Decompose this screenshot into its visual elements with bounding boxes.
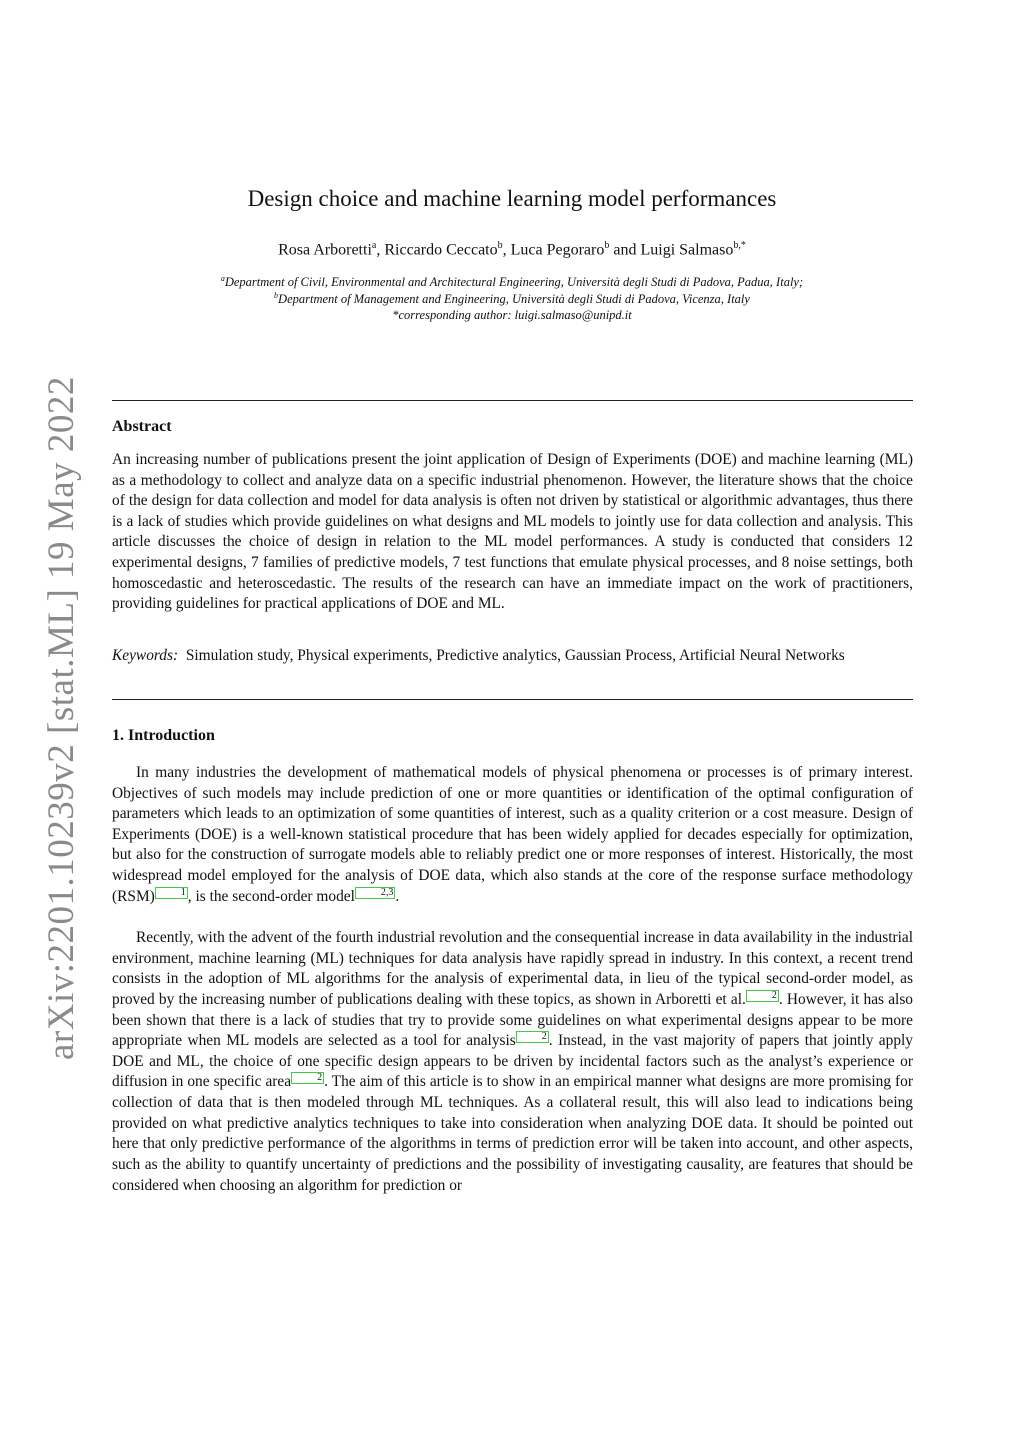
author-name: Rosa Arboretti bbox=[278, 241, 372, 259]
paragraph-text: In many industries the development of mathematical models of physical phenomena or processes is of primary interest. Objectives of such models may include prediction of one or more quantities or identification of the optimal configuration of parameters which leads to an optimization of some quantities of interest, such as a quality criterion or a cost measure. Design of Experiments (DOE) is a well-known statistical procedure that has been widely applied for decades especially for optimization, but also for the construction of surrogate models able to reliably predict one or more responses of interest. Historically, the most widespread model employed for the analysis of DOE data, which also stands at the core of the response surface methodology (RSM) bbox=[112, 764, 913, 905]
abstract-body: An increasing number of publications present the joint application of Design of Experiments (DOE) and machine learning (ML) as a methodology to collect and analyze data on a specific industrial phenomenon. However, the literature shows that the choice of the design for data collection and model for data analysis is often not driven by statistical or algorithmic advantages, thus there is a lack of studies which provide guidelines on what designs and ML models to jointly use for data collection and analysis. This article discusses the choice of design in relation to the ML model performances. A study is conducted that considers 12 experimental designs, 7 families of predictive models, 7 test functions that emulate physical processes, and 8 noise settings, both homoscedastic and heteroscedastic. The results of the research can have an immediate impact on the work of practitioners, providing guidelines for practical applications of DOE and ML. bbox=[112, 451, 913, 613]
introduction-paragraph-2 bbox=[112, 928, 913, 1196]
keywords-text: Simulation study, Physical experiments, Predictive analytics, Gaussian Process, Artificial Neural Networks bbox=[185, 647, 845, 664]
citation-link[interactable]: 2,3 bbox=[355, 887, 396, 899]
affiliation-text: Department of Management and Engineering, Università degli Studi di Padova, Vicenza, Italy bbox=[278, 292, 750, 307]
author-list: Rosa Arboretti$^a$, Riccardo Ceccato$^b$, Luca Pegoraro$^b$ and Luigi Salmaso$^{b,*}$ bbox=[278, 240, 746, 259]
paragraph-text: . Instead, in the vast majority of papers that jointly apply DOE and ML, the choice of one specific design appears to be driven by incidental factors such as the analyst’s experience or diffusion in one specific area bbox=[112, 1032, 913, 1091]
keywords-label: Keywords: bbox=[112, 647, 179, 664]
paragraph-text: Recently, with the advent of the fourth industrial revolution and the consequential increase in data availability in the industrial environment, machine learning (ML) techniques for data analysis have rapidly spread in industry. In this context, a recent trend consists in the adoption of ML algorithms for the analysis of experimental data, in lieu of the typical second-order model, as proved by the increasing number of publications dealing with these topics, as shown in Arboretti et al. bbox=[112, 929, 913, 1008]
affiliation-b bbox=[112, 291, 912, 307]
keywords bbox=[112, 646, 913, 667]
affiliation-a bbox=[112, 274, 912, 290]
author-name: Riccardo Ceccato bbox=[384, 241, 498, 259]
paragraph-text: . The aim of this article is to show in an empirical manner what designs are more promising for collection of data that is then modeled through ML techniques. As a collateral result, this will also lead to indications being provided on what predictive analytics techniques to take into consideration when analyzing DOE data. It should be pointed out here that only predictive performance of the algorithms in terms of prediction error will be taken into account, and other aspects, such as the ability to quantify uncertainty of predictions and the possibility of investigating causality, are features that should be considered when choosing an algorithm for prediction or bbox=[112, 1073, 913, 1194]
paragraph-text: , is the second-order model bbox=[187, 887, 355, 905]
paragraph-text: . However, it has also been shown that there is a lack of studies that try to provide some guidelines on what experimental designs appear to be more appropriate when ML models are selected as a tool for analysis bbox=[112, 990, 913, 1050]
author-affiliation-marker: b bbox=[604, 240, 610, 251]
paragraph-text: . bbox=[395, 887, 400, 905]
citation-link[interactable]: 1 bbox=[155, 887, 188, 899]
affiliation-marker: a bbox=[220, 274, 225, 283]
abstract-bottom-rule bbox=[112, 699, 913, 700]
arxiv-identifier: arXiv:2201.10239v2 [stat.ML] 19 May 2022 bbox=[41, 376, 82, 1060]
paper-title: Design choice and machine learning model performances bbox=[247, 186, 777, 211]
affiliation-text: Department of Civil, Environmental and Architectural Engineering, Università degli Studi di Padova, Padua, Italy; bbox=[224, 275, 804, 290]
author-name: Luca Pegoraro bbox=[510, 241, 605, 259]
citation-link[interactable]: 2 bbox=[516, 1031, 549, 1043]
introduction-paragraph-1 bbox=[112, 763, 913, 907]
author-conjunction: and bbox=[609, 241, 641, 259]
affiliation-marker: b bbox=[274, 291, 279, 300]
citation-link[interactable]: 2 bbox=[291, 1072, 324, 1084]
author-affiliation-marker: b,* bbox=[733, 240, 746, 251]
author-affiliation-marker: b bbox=[497, 240, 503, 251]
corresponding-author: *corresponding author: luigi.salmaso@unipd.it bbox=[392, 308, 632, 322]
abstract-heading: Abstract bbox=[112, 418, 172, 435]
author-affiliation-marker: a bbox=[371, 240, 377, 251]
citation-link[interactable]: 2 bbox=[746, 990, 779, 1002]
author-name: Luigi Salmaso bbox=[640, 241, 734, 259]
abstract-top-rule bbox=[112, 400, 913, 401]
section-heading-introduction: 1. Introduction bbox=[112, 727, 215, 744]
